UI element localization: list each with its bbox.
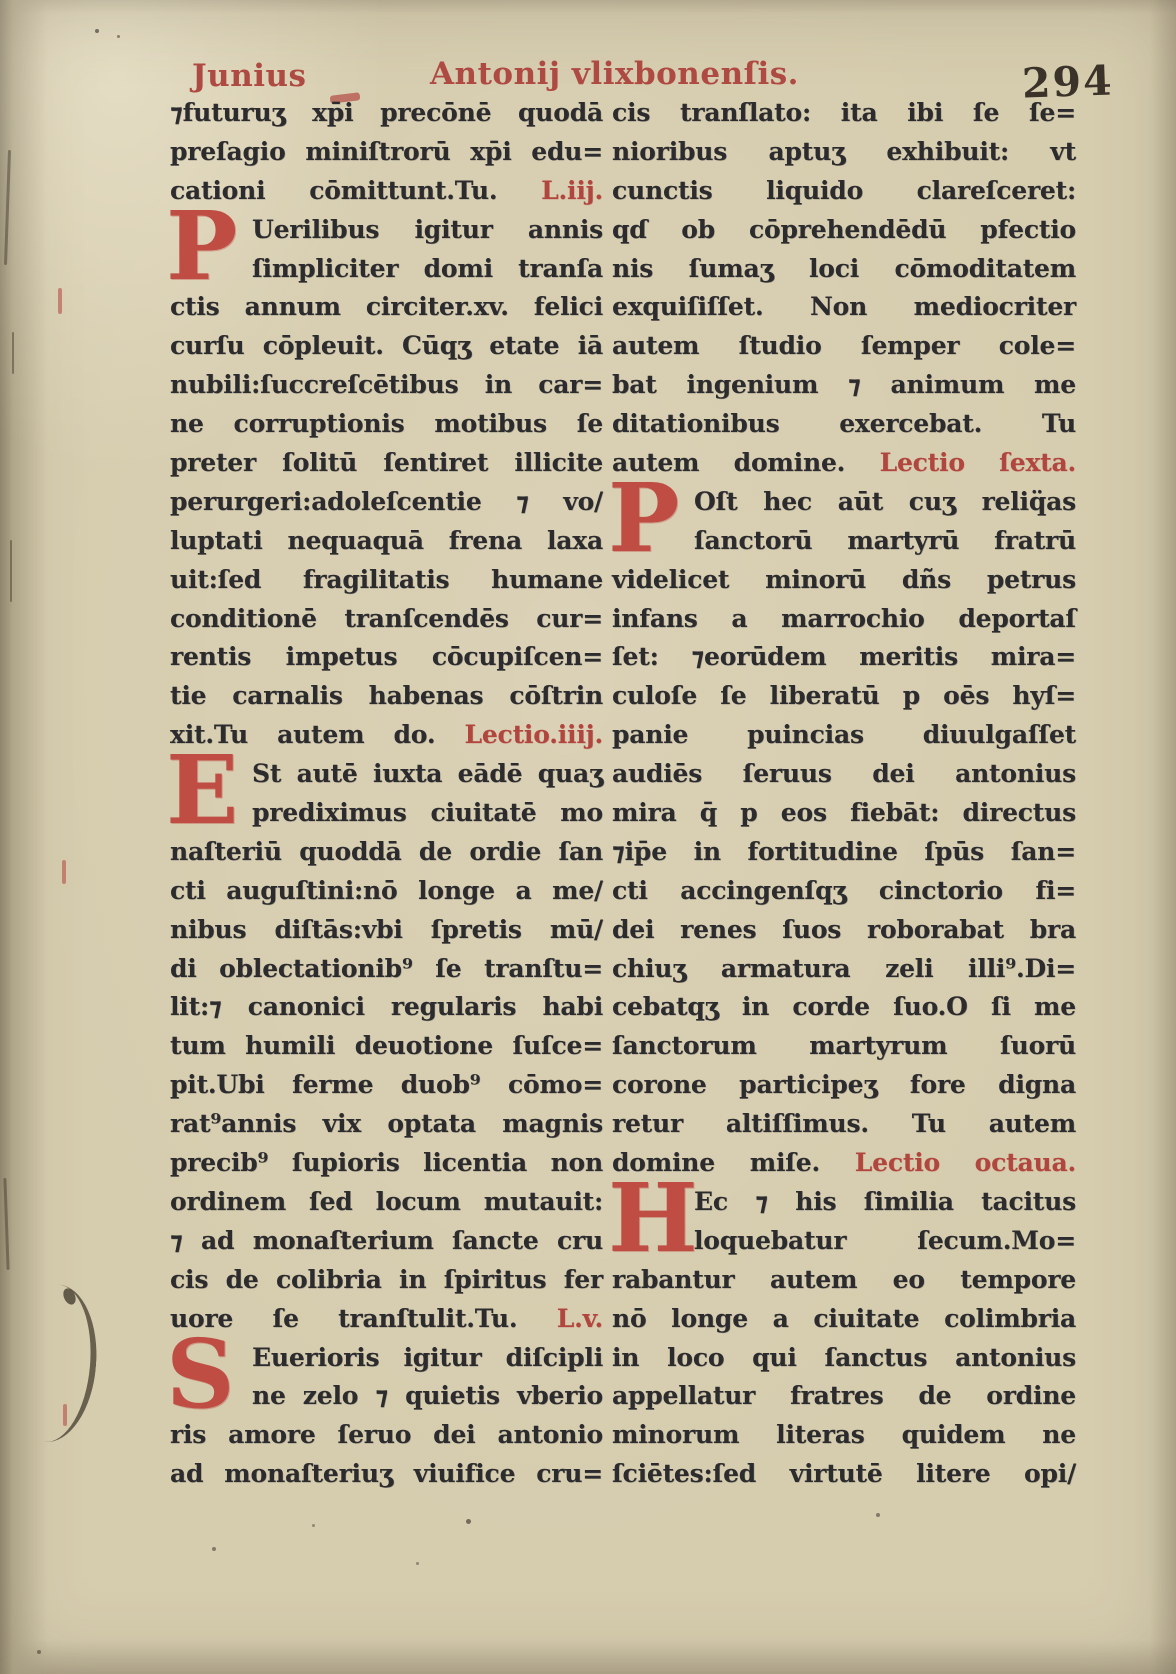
text-segment: ne corruptionis motibus ſe: [170, 409, 603, 439]
pen-mark-curve: [43, 1284, 103, 1445]
text-segment: Euerioris igitur diſcipli: [252, 1342, 603, 1372]
text-segment: rabantur autem eo tempore: [612, 1264, 1076, 1294]
edge-crease-mark: [12, 332, 14, 374]
edge-crease-mark: [4, 150, 11, 265]
text-line: [170, 988, 603, 1027]
text-line: [170, 833, 603, 872]
text-segment: preter ſolitū ſentiret illicite: [170, 448, 603, 478]
text-segment: ⁊ip̄e in fortitudine ſpūs ſan=: [612, 836, 1076, 866]
text-segment: in loco qui ſanctus antonius: [612, 1342, 1076, 1372]
text-line: [170, 1455, 603, 1494]
text-segment: nubili:ſuccreſcētibus in car=: [170, 370, 603, 400]
text-segment: pit.Ubi ferme duob⁹ cōmo=: [170, 1070, 603, 1100]
text-line: [170, 288, 603, 327]
text-line: [612, 522, 1076, 561]
text-segment: ⁊futuruʒ xp̄i precōnē quodā: [170, 98, 603, 127]
text-line: [612, 133, 1076, 172]
text-line: [612, 988, 1076, 1027]
text-line: [170, 561, 603, 600]
text-line: [170, 94, 603, 133]
ink-speck: [212, 1547, 216, 1551]
text-line: [612, 288, 1076, 327]
text-segment: qɗ ob cōprehendēdū pfectio: [612, 214, 1076, 244]
text-segment: appellatur fratres de ordine: [612, 1381, 1076, 1411]
text-line: [612, 638, 1076, 677]
text-line: [612, 677, 1076, 716]
text-segment: tum humili deuotione ſuſce=: [170, 1031, 603, 1061]
text-line: [612, 794, 1076, 833]
ink-speck: [876, 1513, 880, 1517]
text-segment: Uerilibus igitur annis: [252, 214, 603, 244]
text-line: [170, 755, 603, 794]
text-line: [612, 483, 1076, 522]
ink-speck: [95, 29, 99, 33]
text-segment: chiuʒ armatura zeli illi⁹.Di=: [612, 953, 1076, 983]
text-line: [612, 1455, 1076, 1494]
text-line: [612, 366, 1076, 405]
text-line: [170, 1339, 603, 1378]
ink-speck: [37, 1650, 41, 1654]
rubric-segment: L.v.: [556, 1303, 603, 1333]
text-line: [612, 327, 1076, 366]
text-segment: autem domine.: [612, 448, 846, 478]
text-segment: luptati nequaquā frena laxa: [170, 525, 603, 555]
text-segment: audiēs ſeruus dei antonius: [612, 759, 1076, 789]
text-line: [170, 950, 603, 989]
ink-speck: [312, 1524, 315, 1527]
text-segment: Ec ⁊ his ſimilia tacitus: [694, 1186, 1076, 1216]
text-line: [170, 522, 603, 561]
text-segment: retur altiſſimus. Tu autem: [612, 1109, 1076, 1139]
text-segment: ne zelo ⁊ quietis vberio: [252, 1381, 603, 1411]
text-line: [170, 327, 603, 366]
text-line: [170, 1377, 603, 1416]
text-line: [612, 600, 1076, 639]
text-segment: corone participeʒ fore digna: [612, 1070, 1076, 1100]
text-segment: Oſt hec aūt cuʒ reliq̈as: [694, 486, 1076, 516]
rubric-segment: Lectio.iiij.: [464, 720, 603, 750]
text-segment: rentis impetus cōcupiſcen=: [170, 642, 603, 672]
text-line: [170, 794, 603, 833]
text-segment: lit:⁊ canonici regularis habi: [170, 992, 603, 1022]
ink-speck: [117, 35, 120, 38]
text-line: [612, 1339, 1076, 1378]
text-line: [612, 1222, 1076, 1261]
text-segment: minorum literas quidem ne: [612, 1420, 1076, 1450]
edge-crease-mark: [3, 1178, 9, 1270]
text-segment: cis tranſlato: ita ibi ſe ſe=: [612, 98, 1076, 127]
text-segment: precib⁹ ſupioris licentia non: [170, 1148, 603, 1178]
text-line: [170, 483, 603, 522]
text-line: [170, 1144, 603, 1183]
text-segment: curſu cōpleuit. Cūqʒ etate iā: [170, 331, 603, 361]
text-segment: ordinem ſed locum mutauit:: [170, 1186, 603, 1216]
text-line: [612, 950, 1076, 989]
text-line: [170, 366, 603, 405]
text-line: [170, 638, 603, 677]
text-segment: rat⁹annis vix optata magnis: [170, 1109, 603, 1139]
text-line: [612, 1377, 1076, 1416]
text-segment: loquebatur ſecum.Mo=: [694, 1225, 1076, 1255]
text-line: [612, 911, 1076, 950]
text-segment: cunctis liquido clareſceret:: [612, 175, 1076, 205]
text-line: [612, 872, 1076, 911]
drop-cap-initial: H: [608, 1163, 698, 1275]
text-segment: culoſe ſe liberatū p oēs hyſ=: [612, 681, 1076, 711]
text-line: [170, 872, 603, 911]
text-line: [612, 94, 1076, 133]
text-segment: ad monaſteriuʒ viuifice cru=: [170, 1459, 603, 1489]
text-line: [170, 444, 603, 483]
text-segment: cebatqʒ in corde ſuo.O ſi me: [612, 992, 1076, 1022]
rubric-guide-mark: [62, 860, 66, 884]
text-line: [612, 172, 1076, 211]
text-column-left: [166, 94, 603, 1494]
text-line: [170, 1261, 603, 1300]
text-line: [170, 211, 603, 250]
text-segment: di oblectationib⁹ ſe tranſtu=: [170, 953, 603, 983]
text-segment: uit:ſed fragilitatis humane: [170, 564, 603, 594]
text-line: [612, 561, 1076, 600]
text-segment: ⁊ ad monaſterium ſancte cru: [170, 1225, 603, 1255]
text-line: [612, 1183, 1076, 1222]
text-column-right: [608, 94, 1076, 1494]
text-line: [612, 250, 1076, 289]
rubric-guide-mark: [58, 288, 62, 314]
text-line: [612, 1066, 1076, 1105]
text-segment: cationi cōmittunt.Tu.: [170, 175, 498, 205]
text-segment: conditionē tranſcendēs cur=: [170, 603, 603, 633]
text-segment: preſagio miniſtrorū xp̄i edu=: [170, 136, 603, 166]
text-line: [170, 600, 603, 639]
rubric-segment: Lectio octaua.: [854, 1148, 1076, 1178]
text-line: [612, 1105, 1076, 1144]
text-segment: xit.Tu autem do.: [170, 720, 436, 750]
text-line: [170, 1066, 603, 1105]
text-line: [612, 1300, 1076, 1339]
text-segment: St autē iuxta eādē quaʒ: [252, 759, 603, 789]
running-header-title: Antonij vlixbonenſis.: [430, 56, 799, 92]
folio-number: 294: [1021, 56, 1115, 108]
text-segment: prediximus ciuitatē mo: [252, 798, 603, 828]
text-segment: nioribus aptuʒ exhibuit: vt: [612, 136, 1076, 166]
text-segment: exquiſiſſet. Non mediocriter: [612, 292, 1076, 322]
text-segment: tie carnalis habenas cōſtrin: [170, 681, 603, 711]
text-segment: ſimpliciter domi tranſa: [252, 253, 603, 283]
text-line: [612, 1027, 1076, 1066]
text-line: [170, 677, 603, 716]
text-line: [612, 755, 1076, 794]
text-line: [170, 1183, 603, 1222]
text-segment: cis de colibria in ſpiritus fer: [170, 1264, 603, 1294]
text-line: [170, 1105, 603, 1144]
text-line: [612, 716, 1076, 755]
text-line: [612, 833, 1076, 872]
drop-cap-initial: E: [166, 735, 239, 847]
text-segment: bat ingenium ⁊ animum me: [612, 370, 1076, 400]
text-segment: panie puincias diuulgaſſet: [612, 720, 1076, 750]
text-line: [612, 405, 1076, 444]
text-segment: naſteriū quoddā de ordie ſan: [170, 836, 603, 866]
text-segment: uore ſe tranſtulit.Tu.: [170, 1303, 518, 1333]
rubric-segment: L.iij.: [541, 175, 603, 205]
drop-cap-initial: P: [166, 190, 238, 302]
ink-speck: [416, 1562, 419, 1565]
ink-speck: [466, 1519, 471, 1524]
text-segment: cti accingenſqʒ cinctorio fi=: [612, 875, 1076, 905]
text-segment: autem ſtudio ſemper cole=: [612, 331, 1076, 361]
drop-cap-initial: S: [166, 1318, 235, 1430]
text-line: [170, 405, 603, 444]
text-line: [612, 1261, 1076, 1300]
text-line: [612, 211, 1076, 250]
text-line: [170, 1222, 603, 1261]
text-segment: ſanctorū martyrū fratrū: [694, 525, 1076, 555]
text-segment: domine miſe.: [612, 1148, 821, 1178]
text-line: [170, 1027, 603, 1066]
text-segment: ſciētes:ſed virtutē litere opi/: [612, 1459, 1076, 1489]
text-segment: ditationibus exercebat. Tu: [612, 409, 1076, 439]
text-line: [170, 250, 603, 289]
text-segment: ſet: ⁊eorūdem meritis mira=: [612, 642, 1076, 672]
text-segment: nō longe a ciuitate colimbria: [612, 1303, 1076, 1333]
text-segment: dei renes ſuos roborabat bra: [612, 914, 1076, 944]
text-line: [170, 133, 603, 172]
text-segment: ſanctorum martyrum ſuorū: [612, 1031, 1076, 1061]
text-line: [170, 911, 603, 950]
rubric-segment: Lectio ſexta.: [879, 448, 1076, 478]
text-line: [170, 1300, 603, 1339]
drop-cap-initial: P: [608, 463, 680, 574]
text-segment: mira q̄ p eos fiebāt: directus: [612, 798, 1076, 828]
running-header-month: Junius: [192, 58, 307, 94]
text-segment: ctis annum circiter.xv. felici: [170, 292, 603, 322]
text-segment: perurgeri:adoleſcentie ⁊ vo/: [170, 486, 603, 516]
text-segment: cti auguſtini:nō longe a me/: [170, 875, 603, 905]
edge-crease-mark: [10, 540, 12, 602]
text-segment: infans a marrochio deportaſ: [612, 603, 1076, 633]
text-line: [612, 1416, 1076, 1455]
text-segment: videlicet minorū dñs petrus: [612, 564, 1076, 594]
text-line: [170, 1416, 603, 1455]
text-segment: ris amore ſeruo dei antonio: [170, 1420, 603, 1450]
text-segment: nis ſumaʒ loci cōmoditatem: [612, 253, 1076, 283]
text-segment: nibus diſtās:vbi ſpretis mū/: [170, 914, 603, 944]
